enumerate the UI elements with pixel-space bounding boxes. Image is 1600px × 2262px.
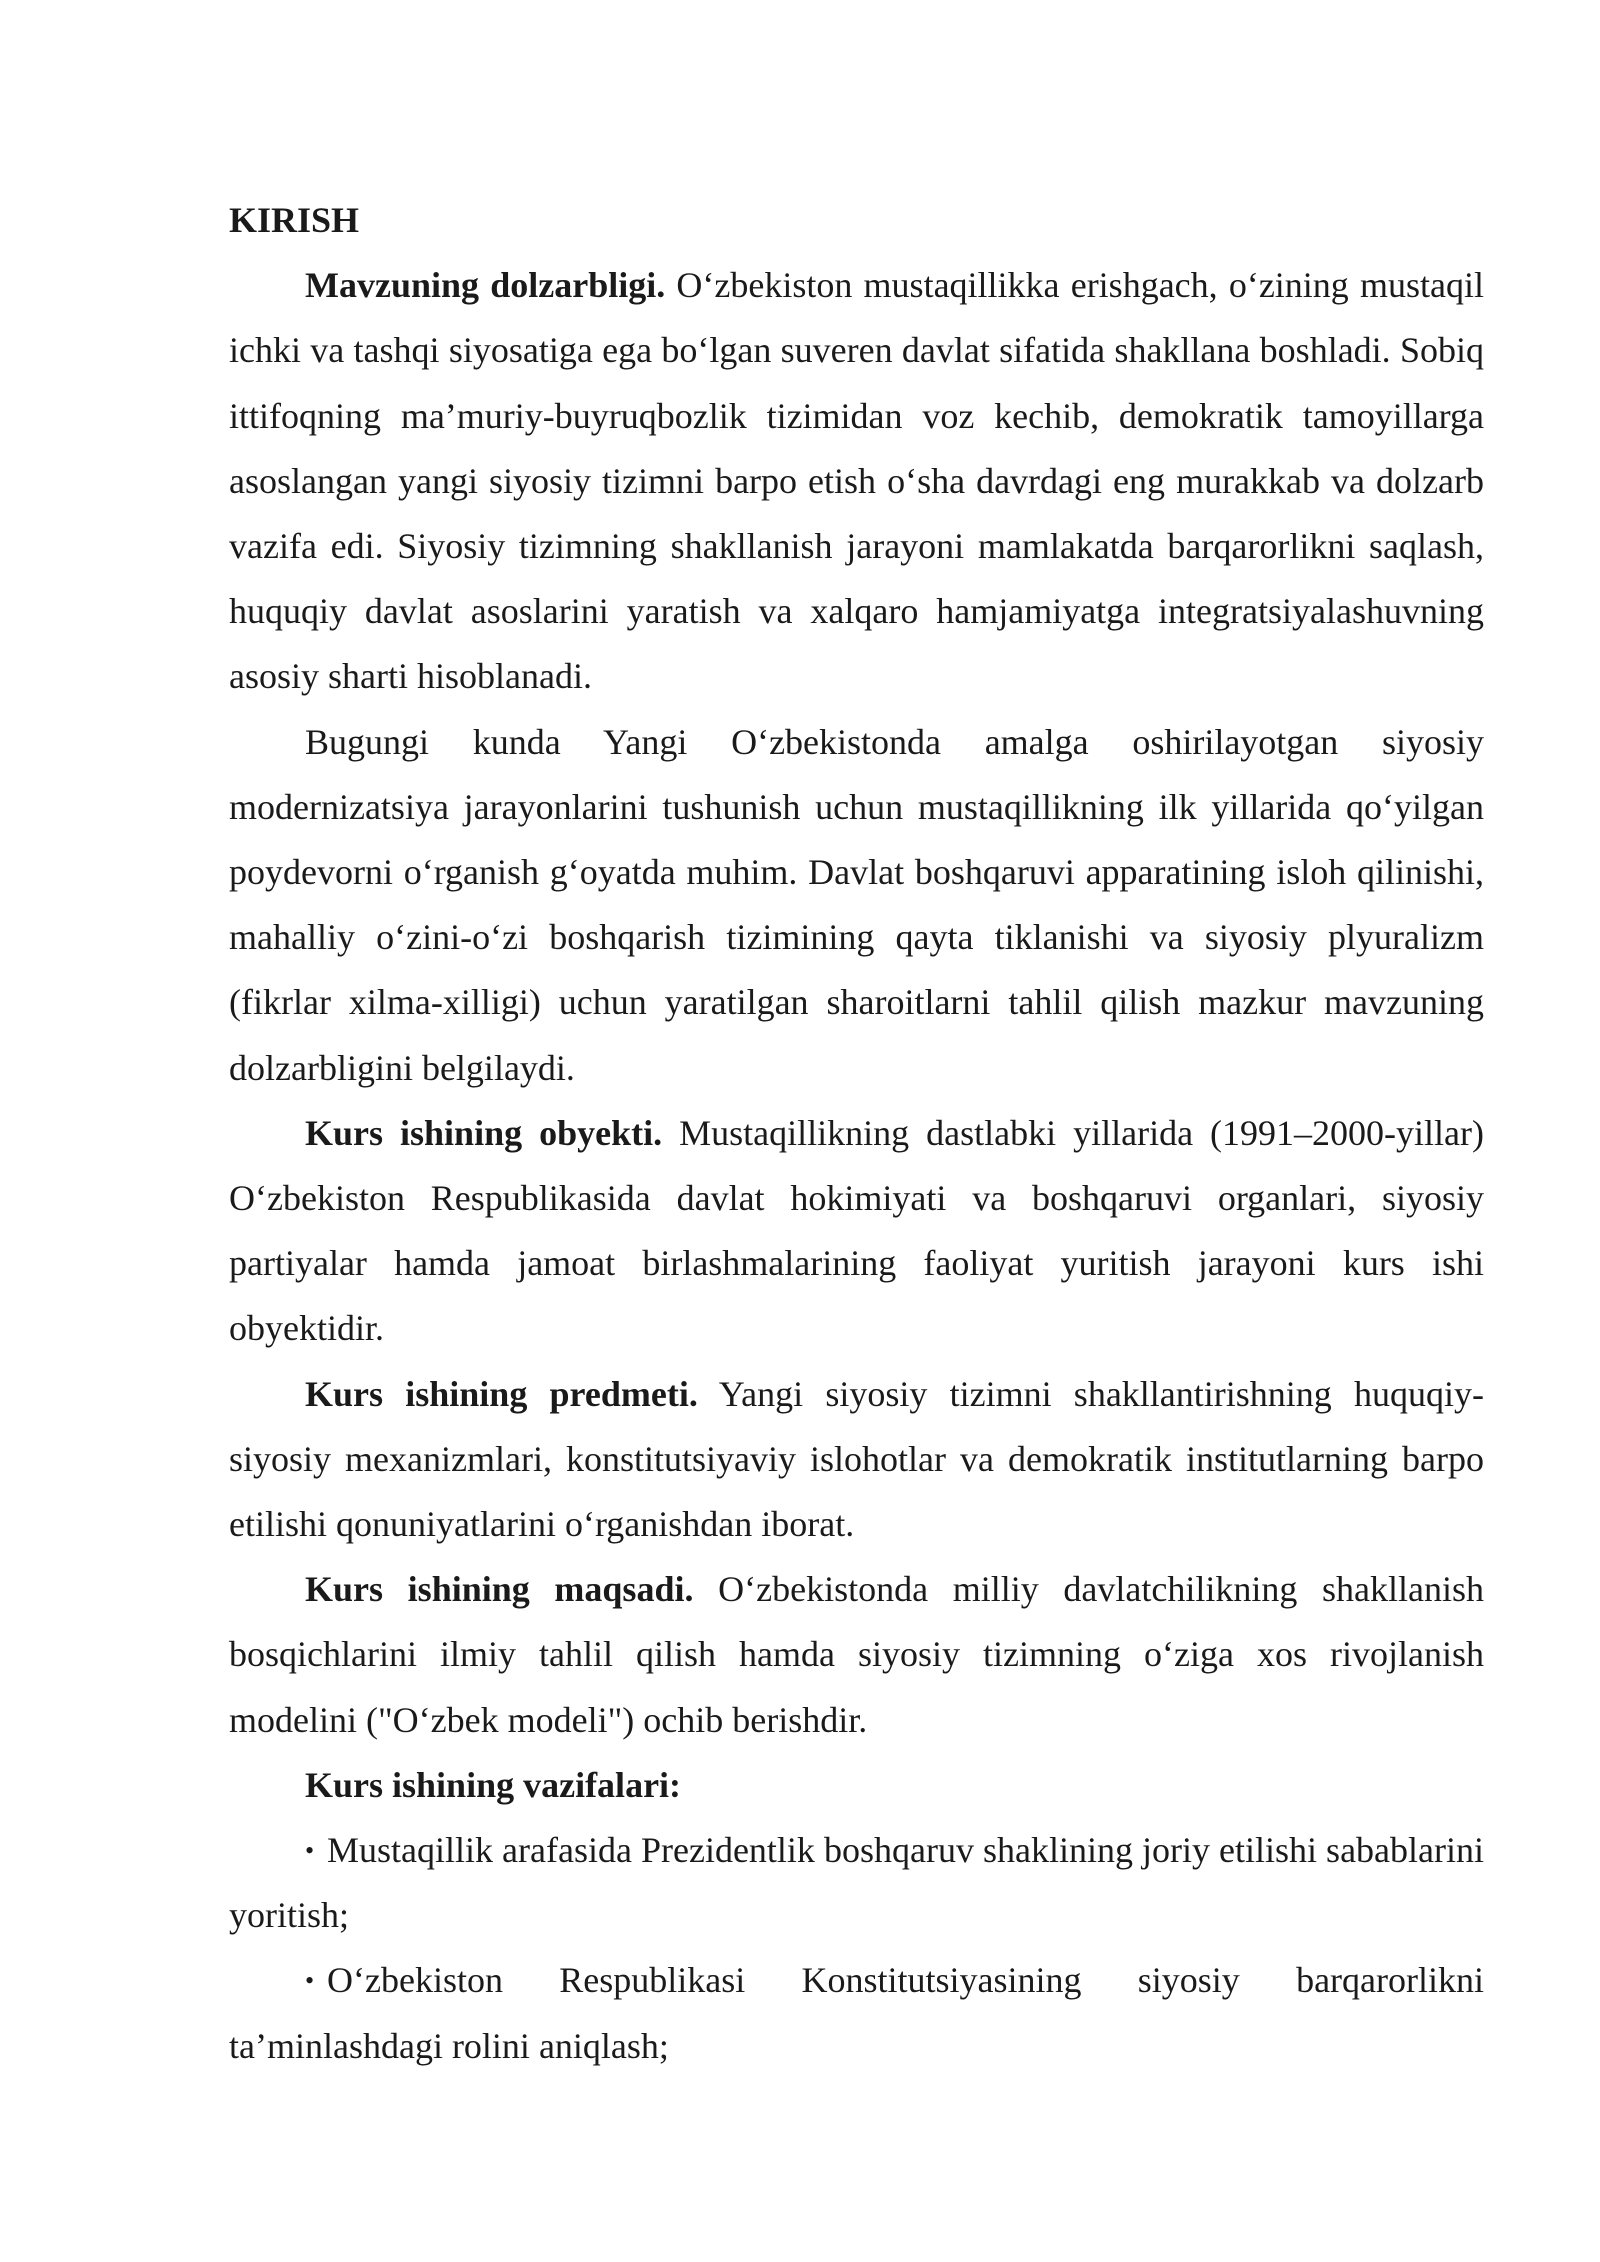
- tasks-list: [229, 1818, 1484, 2079]
- paragraph-relevance: [229, 253, 1484, 709]
- list-item: [229, 1818, 1484, 1948]
- list-item-text: Mustaqillik arafasida Prezidentlik boshqaruv shaklining joriy etilishi sabablarini yoritish;: [229, 1830, 1484, 1936]
- paragraph-lead: Mavzuning dolzarbligi.: [305, 265, 666, 306]
- paragraph-subject: [229, 1362, 1484, 1558]
- paragraph-text: Mustaqillikning dastlabki yillarida (1991–2000-yillar) O‘zbekiston Respublikasida davlat hokimiyati va boshqaruvi organlari, siyosiy partiyalar hamda jamoat birlashmalarining faoliyat yuritish jarayoni kurs ishi obyektidir.: [229, 1112, 1484, 1349]
- paragraph-text: Yangi siyosiy tizimni shakllantirishning huquqiy-siyosiy mexanizmlari, konstitutsiyaviy islohotlar va demokratik institutlarning barpo etilishi qonuniyatlarini o‘rganishdan iborat.: [229, 1373, 1484, 1545]
- section-heading: KIRISH: [229, 200, 360, 240]
- paragraph-text: Bugungi kunda Yangi O‘zbekistonda amalga oshirilayotgan siyosiy modernizatsiya jarayonlarini tushunish uchun mustaqillikning ilk yillarida qo‘yilgan poydevorni o‘rganish g‘oyatda muhim. Davlat boshqaruvi apparatining isloh qilinishi, mahalliy o‘zini-o‘zi boshqarish tizimining qayta tiklanishi va siyosiy plyuralizm (fikrlar xilma-xilligi) uchun yaratilgan sharoitlarni tahlil qilish mazkur mavzuning dolzarbligini belgilaydi.: [229, 721, 1484, 1088]
- paragraph-lead: Kurs ishining obyekti.: [305, 1112, 663, 1153]
- paragraph-lead: Kurs ishining predmeti.: [305, 1373, 698, 1414]
- bullet-icon: •: [305, 1966, 315, 1996]
- paragraph-today: [229, 710, 1484, 1101]
- paragraph-lead: Kurs ishining maqsadi.: [305, 1569, 694, 1610]
- list-item-text: O‘zbekiston Respublikasi Konstitutsiyasining siyosiy barqarorlikni ta’minlashdagi rolini aniqlash;: [229, 1960, 1484, 2066]
- paragraph-text: O‘zbekiston mustaqillikka erishgach, o‘zining mustaqil ichki va tashqi siyosatiga ega bo‘lgan suveren davlat sifatida shakllana boshladi. Sobiq ittifoqning ma’muriy-buyruqbozlik tizimidan voz kechib, demokratik tamoyillarga asoslangan yangi siyosiy tizimni barpo etish o‘sha davrdagi eng murakkab va dolzarb vazifa edi. Siyosiy tizimning shakllanish jarayoni mamlakatda barqarorlikni saqlash, huquqiy davlat asoslarini yaratish va xalqaro hamjamiyatga integratsiyalashuvning asosiy sharti hisoblanadi.: [229, 265, 1484, 697]
- paragraph-goal: [229, 1557, 1484, 1753]
- paragraph-text: O‘zbekistonda milliy davlatchilikning shakllanish bosqichlarini ilmiy tahlil qilish hamda siyosiy tizimning o‘ziga xos rivojlanish modelini ("O‘zbek modeli") ochib berishdir.: [229, 1569, 1484, 1740]
- bullet-icon: •: [305, 1836, 315, 1866]
- tasks-title: Kurs ishining vazifalari:: [305, 1764, 682, 1805]
- paragraph-object: [229, 1101, 1484, 1362]
- document-page: [229, 188, 1484, 2079]
- list-item: [229, 1948, 1484, 2078]
